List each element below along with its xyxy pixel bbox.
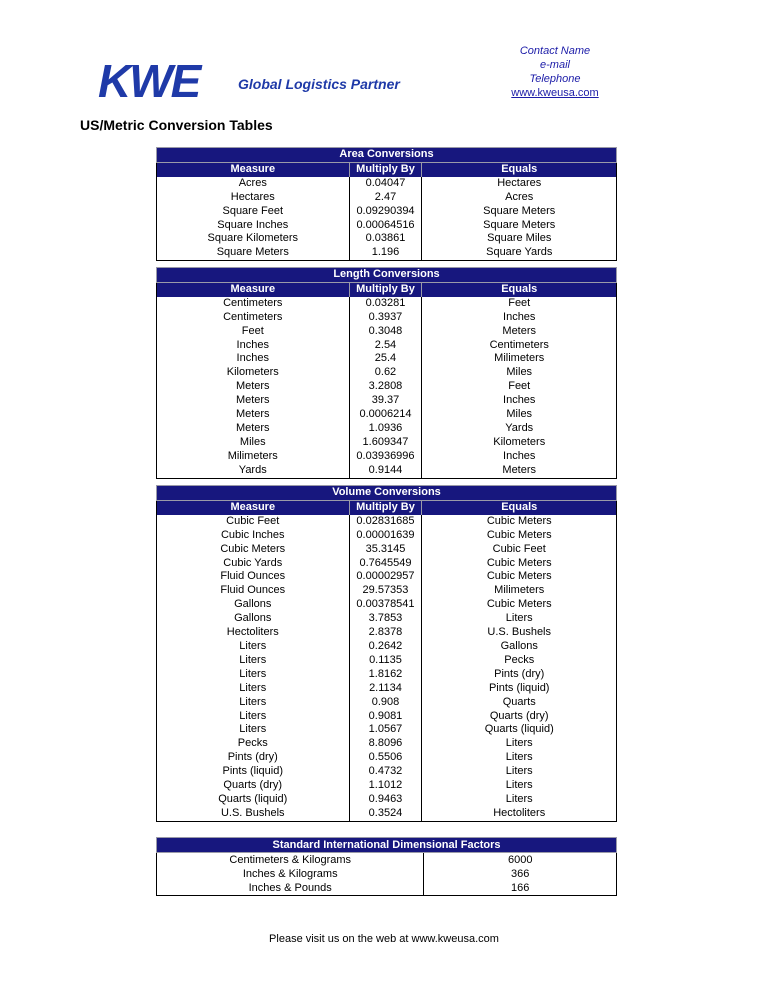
equals-cell: Square Miles — [487, 232, 552, 245]
table-row — [157, 191, 617, 205]
measure-cell: Liters — [239, 709, 267, 722]
measure-cell: Square Kilometers — [207, 232, 299, 245]
column-header-equals: Equals — [422, 500, 617, 514]
contact-name: Contact Name — [519, 45, 591, 57]
equals-cell: Cubic Feet — [492, 542, 546, 555]
multiplier-cell: 0.62 — [349, 366, 422, 380]
measure-cell: Feet — [241, 324, 264, 337]
equals-cell: Miles — [506, 366, 533, 379]
table-row — [157, 867, 617, 881]
table-row — [157, 710, 617, 724]
table-row — [157, 366, 617, 380]
unit-pair-cell: Inches & Pounds — [248, 882, 332, 894]
multiplier-cell: 0.02831685 — [349, 515, 422, 529]
table-row — [157, 793, 617, 807]
multiplier-cell: 0.5506 — [349, 751, 422, 765]
unit-pair-cell: Inches & Kilograms — [242, 868, 338, 880]
kwe-logo — [98, 56, 418, 108]
table-row — [157, 807, 617, 821]
equals-cell: Centimeters — [489, 338, 549, 351]
multiplier-cell: 0.9144 — [349, 464, 422, 478]
multiplier-cell: 1.0936 — [349, 422, 422, 436]
measure-cell: Cubic Meters — [220, 542, 286, 555]
column-header-multiply-by: Multiply By — [349, 500, 422, 514]
measure-cell: Meters — [235, 408, 270, 421]
equals-cell: Acres — [505, 190, 534, 203]
equals-cell: Meters — [502, 324, 537, 337]
equals-cell: Kilometers — [493, 435, 546, 448]
table-row — [157, 696, 617, 710]
equals-cell: Pints (liquid) — [488, 681, 550, 694]
measure-cell: Inches — [236, 338, 269, 351]
multiplier-cell: 2.8378 — [349, 626, 422, 640]
measure-cell: Cubic Yards — [223, 556, 283, 569]
multiplier-cell: 0.00378541 — [349, 598, 422, 612]
column-header-multiply-by: Multiply By — [349, 162, 422, 176]
table-row — [157, 219, 617, 233]
measure-cell: Centimeters — [223, 310, 283, 323]
table-row — [157, 325, 617, 339]
table-row — [157, 751, 617, 765]
measure-cell: Hectares — [230, 190, 275, 203]
measure-cell: Fluid Ounces — [220, 584, 286, 597]
contact-telephone: Telephone — [529, 73, 581, 85]
equals-cell: Square Meters — [483, 204, 556, 217]
equals-cell: Liters — [505, 751, 533, 764]
table-row — [157, 232, 617, 246]
table-row — [157, 352, 617, 366]
table-row — [157, 668, 617, 682]
equals-cell: Quarts (dry) — [489, 709, 549, 722]
unit-pair-cell: Centimeters & Kilograms — [229, 854, 352, 866]
factor-cell: 6000 — [424, 853, 617, 868]
footer-note: Please visit us on the web at www.kweusa.com — [269, 933, 499, 945]
multiplier-cell: 2.1134 — [349, 682, 422, 696]
multiplier-cell: 0.00001639 — [349, 529, 422, 543]
page-title: US/Metric Conversion Tables — [80, 117, 273, 133]
multiplier-cell: 8.8096 — [349, 737, 422, 751]
multiplier-cell: 0.9463 — [349, 793, 422, 807]
multiplier-cell: 0.9081 — [349, 710, 422, 724]
equals-cell: Milimeters — [494, 584, 545, 597]
table-row — [157, 654, 617, 668]
column-header-equals: Equals — [422, 282, 617, 296]
table-row — [157, 436, 617, 450]
multiplier-cell: 0.0006214 — [349, 408, 422, 422]
table-row — [157, 737, 617, 751]
measure-cell: Centimeters — [223, 296, 283, 309]
table-row — [157, 205, 617, 219]
equals-cell: Yards — [505, 421, 534, 434]
table-row — [157, 557, 617, 571]
measure-cell: U.S. Bushels — [220, 806, 285, 819]
multiplier-cell: 0.7645549 — [349, 557, 422, 571]
equals-cell: Cubic Meters — [486, 570, 552, 583]
table-row — [157, 529, 617, 543]
equals-cell: Liters — [505, 765, 533, 778]
equals-cell: Square Meters — [483, 218, 556, 231]
table-row — [157, 177, 617, 191]
equals-cell: Feet — [508, 380, 531, 393]
table-row — [157, 765, 617, 779]
column-header-equals: Equals — [422, 162, 617, 176]
equals-cell: Liters — [505, 612, 533, 625]
equals-cell: Cubic Meters — [486, 528, 552, 541]
measure-cell: Milimeters — [227, 449, 278, 462]
equals-cell: Milimeters — [494, 352, 545, 365]
table-caption: Standard International Dimensional Factors — [157, 838, 617, 853]
measure-cell: Pecks — [237, 737, 268, 750]
table-row — [157, 626, 617, 640]
measure-cell: Liters — [239, 695, 267, 708]
measure-cell: Meters — [235, 380, 270, 393]
column-header-measure: Measure — [157, 282, 350, 296]
table-row — [157, 612, 617, 626]
table-row — [157, 584, 617, 598]
table-row — [157, 515, 617, 529]
factor-cell: 366 — [424, 867, 617, 881]
measure-cell: Gallons — [234, 612, 272, 625]
multiplier-cell: 35.3145 — [349, 543, 422, 557]
column-header-multiply-by: Multiply By — [349, 282, 422, 296]
table-row — [157, 422, 617, 436]
multiplier-cell: 2.54 — [349, 339, 422, 353]
measure-cell: Hectoliters — [226, 626, 279, 639]
equals-cell: Quarts (liquid) — [484, 723, 554, 736]
measure-cell: Liters — [239, 653, 267, 666]
table-row — [157, 779, 617, 793]
measure-cell: Kilometers — [226, 366, 279, 379]
multiplier-cell: 1.196 — [349, 246, 422, 260]
multiplier-cell: 0.03936996 — [349, 450, 422, 464]
multiplier-cell: 1.609347 — [349, 436, 422, 450]
equals-cell: Gallons — [500, 639, 538, 652]
multiplier-cell: 1.0567 — [349, 723, 422, 737]
measure-cell: Fluid Ounces — [220, 570, 286, 583]
equals-cell: Cubic Meters — [486, 556, 552, 569]
equals-cell: Inches — [503, 449, 536, 462]
multiplier-cell: 0.04047 — [349, 177, 422, 191]
table-row — [157, 408, 617, 422]
table-row — [157, 853, 617, 868]
measure-cell: Cubic Inches — [220, 528, 285, 541]
table-caption: Area Conversions — [157, 148, 617, 163]
volume-conversions-table — [156, 485, 617, 822]
logo-wordmark: KWE — [98, 55, 200, 107]
equals-cell: Quarts — [502, 695, 536, 708]
multiplier-cell: 1.8162 — [349, 668, 422, 682]
measure-cell: Liters — [239, 723, 267, 736]
website-link[interactable]: www.kweusa.com — [511, 87, 599, 99]
equals-cell: Pecks — [504, 653, 535, 666]
table-caption: Volume Conversions — [157, 486, 617, 501]
equals-cell: Liters — [505, 792, 533, 805]
table-row — [157, 543, 617, 557]
equals-cell: Inches — [503, 310, 536, 323]
table-row — [157, 464, 617, 478]
measure-cell: Cubic Feet — [226, 514, 280, 527]
multiplier-cell: 0.03861 — [349, 232, 422, 246]
factor-cell: 166 — [424, 881, 617, 896]
table-row — [157, 450, 617, 464]
multiplier-cell: 39.37 — [349, 394, 422, 408]
measure-cell: Inches — [236, 352, 269, 365]
equals-cell: Square Yards — [486, 246, 553, 259]
measure-cell: Square Inches — [217, 218, 289, 231]
multiplier-cell: 0.00002957 — [349, 570, 422, 584]
length-conversions-table — [156, 267, 617, 479]
measure-cell: Pints (liquid) — [222, 765, 284, 778]
table-row — [157, 723, 617, 737]
measure-cell: Square Feet — [222, 204, 284, 217]
dimensional-factors-table — [156, 837, 617, 896]
table-row — [157, 640, 617, 654]
multiplier-cell: 0.2642 — [349, 640, 422, 654]
multiplier-cell: 1.1012 — [349, 779, 422, 793]
equals-cell: Hectares — [497, 176, 542, 189]
multiplier-cell: 0.1135 — [349, 654, 422, 668]
multiplier-cell: 0.09290394 — [349, 205, 422, 219]
equals-cell: Inches — [503, 394, 536, 407]
multiplier-cell: 0.3937 — [349, 311, 422, 325]
measure-cell: Liters — [239, 667, 267, 680]
multiplier-cell: 0.3048 — [349, 325, 422, 339]
multiplier-cell: 0.00064516 — [349, 219, 422, 233]
multiplier-cell: 0.4732 — [349, 765, 422, 779]
table-row — [157, 246, 617, 260]
equals-cell: Miles — [506, 408, 533, 421]
multiplier-cell: 0.03281 — [349, 297, 422, 311]
measure-cell: Liters — [239, 639, 267, 652]
measure-cell: Quarts (dry) — [223, 779, 283, 792]
equals-cell: Hectoliters — [493, 806, 546, 819]
table-row — [157, 570, 617, 584]
multiplier-cell: 3.2808 — [349, 380, 422, 394]
multiplier-cell: 0.3524 — [349, 807, 422, 821]
measure-cell: Liters — [239, 681, 267, 694]
table-row — [157, 394, 617, 408]
equals-cell: Cubic Meters — [486, 514, 552, 527]
measure-cell: Square Meters — [216, 246, 289, 259]
logo-tagline: Global Logistics Partner — [238, 76, 400, 92]
table-row — [157, 311, 617, 325]
measure-cell: Acres — [238, 176, 267, 189]
multiplier-cell: 3.7853 — [349, 612, 422, 626]
table-caption: Length Conversions — [157, 268, 617, 283]
contact-block — [480, 44, 630, 100]
measure-cell: Gallons — [234, 598, 272, 611]
equals-cell: Liters — [505, 779, 533, 792]
equals-cell: Cubic Meters — [486, 598, 552, 611]
column-header-measure: Measure — [157, 500, 350, 514]
measure-cell: Quarts (liquid) — [218, 792, 288, 805]
table-row — [157, 339, 617, 353]
multiplier-cell: 25.4 — [349, 352, 422, 366]
table-row — [157, 297, 617, 311]
measure-cell: Meters — [235, 421, 270, 434]
measure-cell: Yards — [238, 463, 267, 476]
table-row — [157, 682, 617, 696]
multiplier-cell: 2.47 — [349, 191, 422, 205]
measure-cell: Meters — [235, 394, 270, 407]
equals-cell: Feet — [508, 296, 531, 309]
equals-cell: Pints (dry) — [494, 667, 545, 680]
table-row — [157, 598, 617, 612]
measure-cell: Miles — [239, 435, 266, 448]
equals-cell: U.S. Bushels — [487, 626, 552, 639]
measure-cell: Pints (dry) — [227, 751, 278, 764]
equals-cell: Liters — [505, 737, 533, 750]
equals-cell: Meters — [502, 463, 537, 476]
table-row — [157, 380, 617, 394]
multiplier-cell: 0.908 — [349, 696, 422, 710]
multiplier-cell: 29.57353 — [349, 584, 422, 598]
column-header-measure: Measure — [157, 162, 350, 176]
table-row — [157, 881, 617, 896]
area-conversions-table — [156, 147, 617, 261]
contact-email: e-mail — [540, 59, 570, 71]
